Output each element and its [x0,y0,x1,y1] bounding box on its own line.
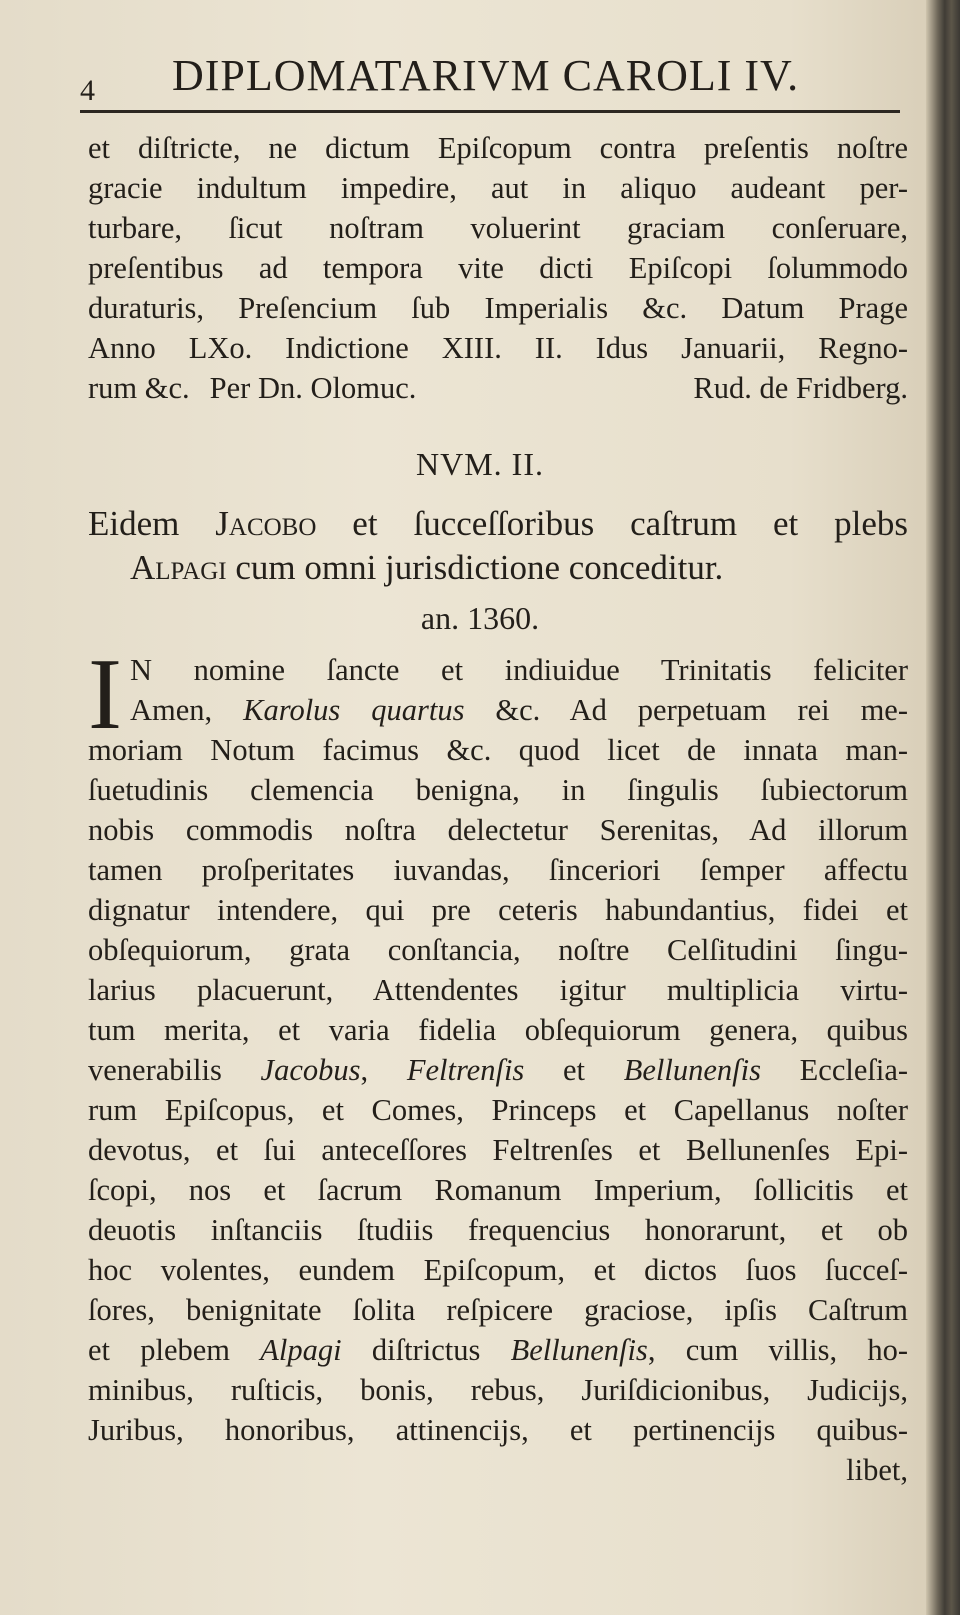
text-span: et plebem [88,1333,261,1367]
text-span: , [360,1053,407,1087]
text-line: turbare, ſicut noſtram voluerint graciam conſeruare, [88,211,908,245]
text-line: tum merita, et varia fidelia obſequiorum genera, quibus [88,1013,908,1047]
text-line: N nomine ſancte et indiuidue Trinitatis feliciter [130,653,908,687]
text-line: minibus, ruſticis, bonis, rebus, Juriſdicionibus, Judicijs, [88,1373,908,1407]
text-line [130,690,908,730]
page-edge-shadow [926,0,960,1615]
text-line: deuotis inſtanciis ſtudiis frequencius honorarunt, et ob [88,1213,908,1247]
text-line: dignatur intendere, qui pre ceteris habundantius, fidei et [88,893,908,927]
drop-cap: I [88,638,122,751]
catchword: libet, [846,1453,908,1487]
summary-line [88,546,908,590]
section-summary [88,502,908,590]
continuation-text [88,128,908,408]
page-header [80,40,910,106]
text-line: nobis commodis noſtra delectetur Serenitas, Ad illorum [88,813,908,847]
italic-name: Feltrenſis [406,1053,525,1087]
body-text [88,730,908,1490]
closing-middle: Per Dn. Olomuc. [209,371,417,405]
text-line [88,1330,908,1370]
text-span: venerabilis [88,1053,261,1087]
text-span: Eccleſia- [760,1053,908,1087]
text-span: et [524,1053,624,1087]
text-line: devotus, et ſui anteceſſores Feltrenſes et Bellunenſes Epi- [88,1133,908,1167]
text-line: duraturis, Preſencium ſub Imperialis &c. Datum Prage [88,291,908,325]
text-line: moriam Notum facimus &c. quod licet de innata man- [88,733,908,767]
section-date: an. 1360. [420,600,540,636]
text-line: larius placuerunt, Attendentes igitur multiplicia virtu- [88,973,908,1007]
text-line: gracie indultum impedire, aut in aliquo audeant per- [88,171,908,205]
body-text-indented [130,650,908,730]
italic-name: Alpagi [260,1333,342,1367]
summary-text: et ſucceſſoribus caſtrum et plebs [316,504,908,543]
text-span: Amen, [130,693,244,727]
text-line: preſentibus ad tempora vite dicti Epiſcopi ſolummodo [88,251,908,285]
text-span: diſtrictus [341,1333,511,1367]
summary-line [88,502,908,546]
summary-name: Alpagi [130,548,227,587]
italic-name: Bellunenſis [623,1053,761,1087]
section-number: NVM. II. [416,446,544,482]
closing-left: rum &c. [88,371,190,405]
italic-name: Jacobus [260,1053,361,1087]
summary-name: Jacobo [215,504,317,543]
text-line: Anno LXo. Indictione XIII. II. Idus Januarii, Regno- [88,331,908,365]
text-line: ſcopi, nos et ſacrum Romanum Imperium, ſollicitis et [88,1173,908,1207]
text-span: &c. Ad perpetuam rei me- [464,693,908,727]
summary-text: cum omni jurisdictione conceditur. [226,548,724,587]
text-line: obſequiorum, grata conſtancia, noſtre Celſitudini ſingu- [88,933,908,967]
summary-text: Eidem [88,504,216,543]
text-line [88,1050,908,1090]
text-span: , cum villis, ho- [647,1333,908,1367]
text-line: et diſtricte, ne dictum Epiſcopum contra preſentis noſtre [88,131,908,165]
page-number: 4 [80,74,95,107]
running-title: DIPLOMATARIVM CAROLI IV. [172,51,800,100]
closing-right: Rud. de Fridberg. [693,371,908,405]
text-line: Juribus, honoribus, attinencijs, et pertinencijs quibus- [88,1413,908,1447]
text-line: hoc volentes, eundem Epiſcopum, et dictos ſuos ſucceſ- [88,1253,908,1287]
closing-line [88,368,908,408]
text-line: rum Epiſcopus, et Comes, Princeps et Capellanus noſter [88,1093,908,1127]
header-rule [80,110,900,113]
text-line: tamen proſperitates iuvandas, ſinceriori ſemper affectu [88,853,908,887]
italic-name: Bellunenſis [510,1333,648,1367]
text-line: ſuetudinis clemencia benigna, in ſingulis ſubiectorum [88,773,908,807]
text-line: ſores, benignitate ſolita reſpicere graciose, ipſis Caſtrum [88,1293,908,1327]
italic-name: Karolus quartus [243,693,465,727]
